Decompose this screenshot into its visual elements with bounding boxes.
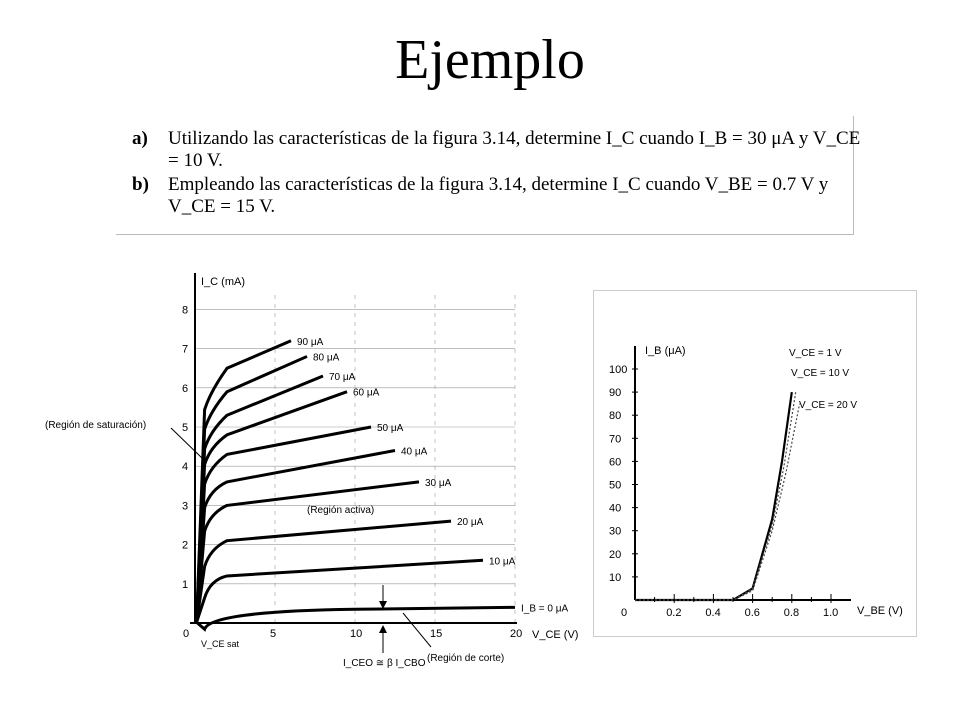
ib-curve <box>197 607 515 629</box>
ib-curve <box>197 521 451 622</box>
question-a-label: a) <box>132 128 148 149</box>
x-tick-label: 0.2 <box>666 607 682 619</box>
output-chart-ylabel: I_C (mA) <box>201 276 245 288</box>
x-tick-label: 0.6 <box>744 607 760 619</box>
y-tick-label: 90 <box>609 387 622 400</box>
x-tick-label: 15 <box>430 628 443 640</box>
ib-curve-label: 40 μA <box>401 446 428 458</box>
input-chart-x-ticks <box>621 594 838 619</box>
x-tick-label: 0.4 <box>705 607 721 619</box>
output-chart-curves <box>197 341 515 629</box>
output-chart-axes <box>190 273 517 623</box>
ib-curve <box>197 560 483 622</box>
x-tick-label: 0 <box>621 607 628 619</box>
ib-curve-label: 90 μA <box>297 336 324 348</box>
output-chart-y-ticks <box>182 304 188 590</box>
vce-curve <box>635 392 792 600</box>
y-tick-label: 5 <box>182 422 189 434</box>
x-tick-label: 0 <box>183 628 190 640</box>
y-tick-label: 3 <box>182 500 189 513</box>
ib-curve-label: 80 μA <box>313 352 340 364</box>
x-tick-label: 1.0 <box>823 607 839 619</box>
x-tick-label: 0.8 <box>783 607 800 619</box>
ib-curve-label: 60 μA <box>353 387 380 399</box>
x-tick-label: 5 <box>270 628 277 640</box>
input-characteristics-chart <box>593 290 918 638</box>
iceo-label: I_CEO ≅ β I_CBO <box>343 658 426 669</box>
question-a-text-cont: = 10 V. <box>168 150 223 171</box>
y-tick-label: 70 <box>609 433 622 446</box>
y-tick-label: 60 <box>609 456 622 469</box>
cutoff-region-label: (Región de corte) <box>427 653 505 664</box>
input-chart-curves <box>635 392 800 600</box>
y-tick-label: 8 <box>182 304 189 317</box>
input-chart-y-ticks <box>609 364 638 584</box>
input-chart-axes <box>635 346 851 600</box>
ib-curve <box>197 427 371 622</box>
legend-vce-10v: V_CE = 10 V <box>791 368 850 379</box>
ib-curve-label: 10 μA <box>489 556 516 568</box>
question-box <box>116 116 861 235</box>
page-title: Ejemplo <box>395 29 585 91</box>
input-chart-ylabel: I_B (μA) <box>645 345 686 357</box>
y-tick-label: 100 <box>609 364 628 376</box>
y-tick-label: 7 <box>182 343 189 356</box>
saturation-region-label: (Región de saturación) <box>45 420 147 431</box>
y-tick-label: 20 <box>609 548 622 561</box>
output-chart-xlabel: V_CE (V) <box>532 629 579 641</box>
ib-curve <box>197 451 395 623</box>
y-tick-label: 2 <box>182 539 189 552</box>
y-tick-label: 10 <box>609 571 622 584</box>
y-tick-label: 30 <box>609 525 622 538</box>
input-chart-xlabel: V_BE (V) <box>857 605 903 617</box>
question-b-text: Empleando las características de la figura 3.14, determine I_C cuando V_BE = 0.7 V y <box>168 174 829 195</box>
question-b-text-cont: V_CE = 15 V. <box>168 196 276 217</box>
legend-vce-20v: V_CE = 20 V <box>799 400 858 411</box>
legend-vce-1v: V_CE = 1 V <box>789 348 842 359</box>
question-a-text: Utilizando las características de la figura 3.14, determine I_C cuando I_B = 30 μA y V_CE <box>168 128 861 149</box>
active-region-label: (Región activa) <box>307 505 375 516</box>
ib-curve-label: 70 μA <box>329 372 356 384</box>
ib-curve <box>197 376 323 622</box>
x-tick-label: 20 <box>510 628 523 640</box>
output-chart-curve-labels <box>297 337 569 615</box>
vce-sat-label: V_CE sat <box>201 639 240 649</box>
output-characteristics-chart <box>35 255 590 683</box>
y-tick-label: 80 <box>609 410 622 423</box>
y-tick-label: 50 <box>609 479 622 492</box>
y-tick-label: 40 <box>609 502 622 515</box>
ib-curve-label: 20 μA <box>457 517 484 529</box>
ib-curve-label: I_B = 0 μA <box>521 603 569 615</box>
y-tick-label: 6 <box>182 382 189 395</box>
y-tick-label: 4 <box>182 461 189 474</box>
question-b-label: b) <box>132 174 149 195</box>
x-tick-label: 10 <box>350 628 363 640</box>
ib-curve-label: 30 μA <box>425 477 452 489</box>
vce-curve <box>635 392 796 600</box>
ib-curve-label: 50 μA <box>377 423 404 434</box>
y-tick-label: 1 <box>182 578 189 591</box>
